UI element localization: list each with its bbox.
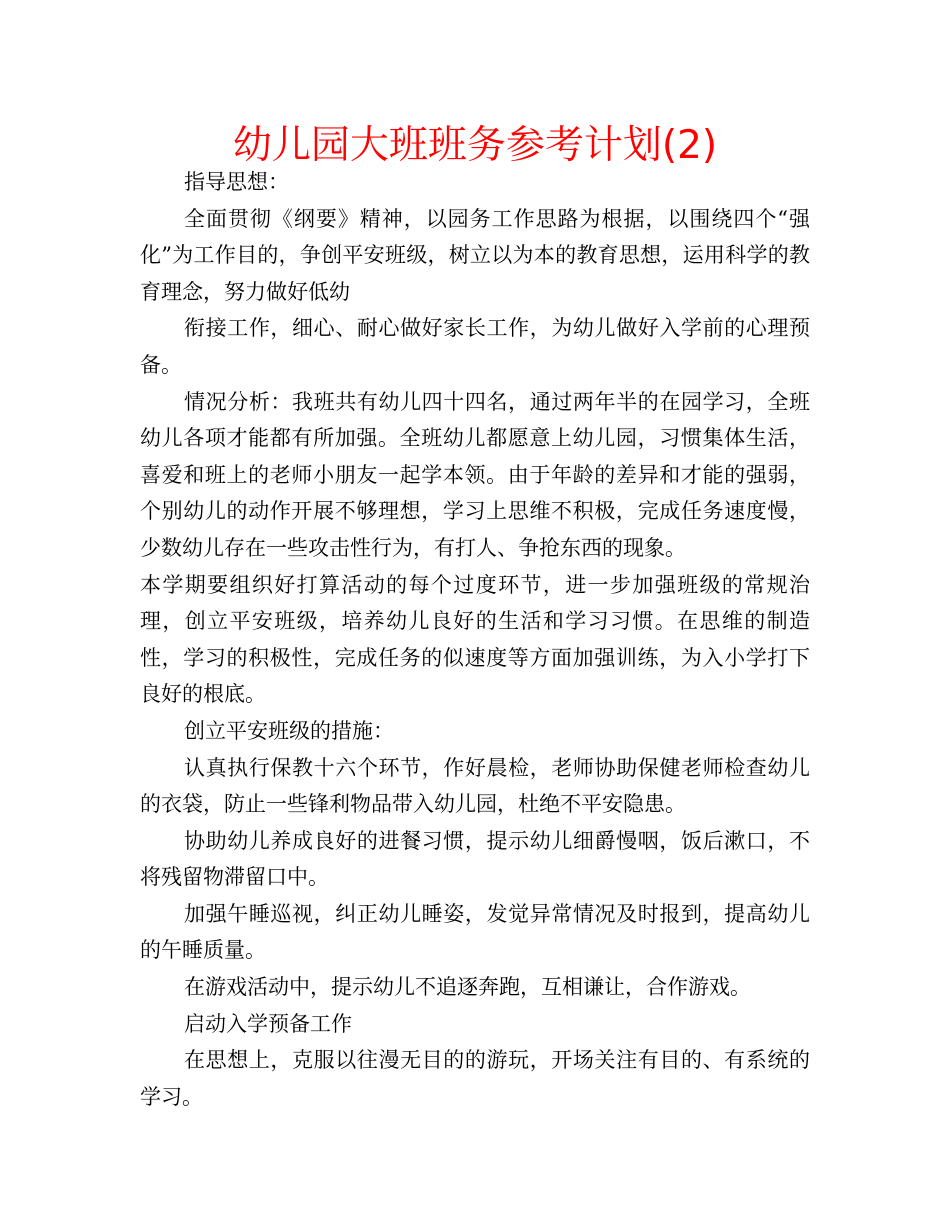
document-body	[140, 164, 810, 1115]
paragraph-dining-habits: 协助幼儿养成良好的进餐习惯，提示幼儿细爵慢咽，饭后漱口，不将残留物滞留口中。	[140, 828, 810, 890]
paragraph-semester-goals: 本学期要组织好打算活动的每个过度环节，进一步加强班级的常规治理，创立平安班级，培养幼儿良好的生活和学习习惯。在思维的制造性，学习的积极性，完成任务的似速度等方面加强训练，为入小学打下良好的根底。	[140, 572, 810, 707]
paragraph-morning-check: 认真执行保教十六个环节，作好晨检，老师协助保健老师检查幼儿的衣袋，防止一些锋利物品带入幼儿园，杜绝不平安隐患。	[140, 755, 810, 817]
document-title: 幼儿园大班班务参考计划(2)	[232, 123, 718, 168]
paragraph-situation-analysis: 情况分析：我班共有幼儿四十四名，通过两年半的在园学习，全班幼儿各项才能都有所加强。全班幼儿都愿意上幼儿园，习惯集体生活，喜爱和班上的老师小朋友一起学本领。由于年龄的差异和才能的强弱，个别幼儿的动作开展不够理想，学习上思维不积极，完成任务速度慢，少数幼儿存在一些攻击性行为，有打人、争抢东西的现象。	[140, 389, 810, 560]
paragraph-nap-patrol: 加强午睡巡视，纠正幼儿睡姿，发觉异常情况及时报到，提高幼儿的午睡质量。	[140, 901, 810, 963]
paragraph-game-safety: 在游戏活动中，提示幼儿不追逐奔跑，互相谦让，合作游戏。	[184, 975, 751, 1000]
paragraph-guiding-ideology-heading: 指导思想：	[184, 170, 289, 194]
paragraph-transition-work: 衔接工作，细心、耐心做好家长工作，为幼儿做好入学前的心理预备。	[140, 316, 810, 377]
paragraph-school-prep-heading: 启动入学预备工作	[184, 1011, 352, 1036]
paragraph-guiding-ideology: 全面贯彻《纲要》精神，以园务工作思路为根据，以围绕四个“强化”为工作目的，争创平安班级，树立以为本的教育思想，运用科学的教育理念，努力做好低幼	[140, 206, 810, 304]
paragraph-safety-measures-heading: 创立平安班级的措施：	[184, 718, 394, 743]
paragraph-mindset-prep: 在思想上，克服以往漫无目的的游玩，开场关注有目的、有系统的学习。	[140, 1048, 810, 1109]
